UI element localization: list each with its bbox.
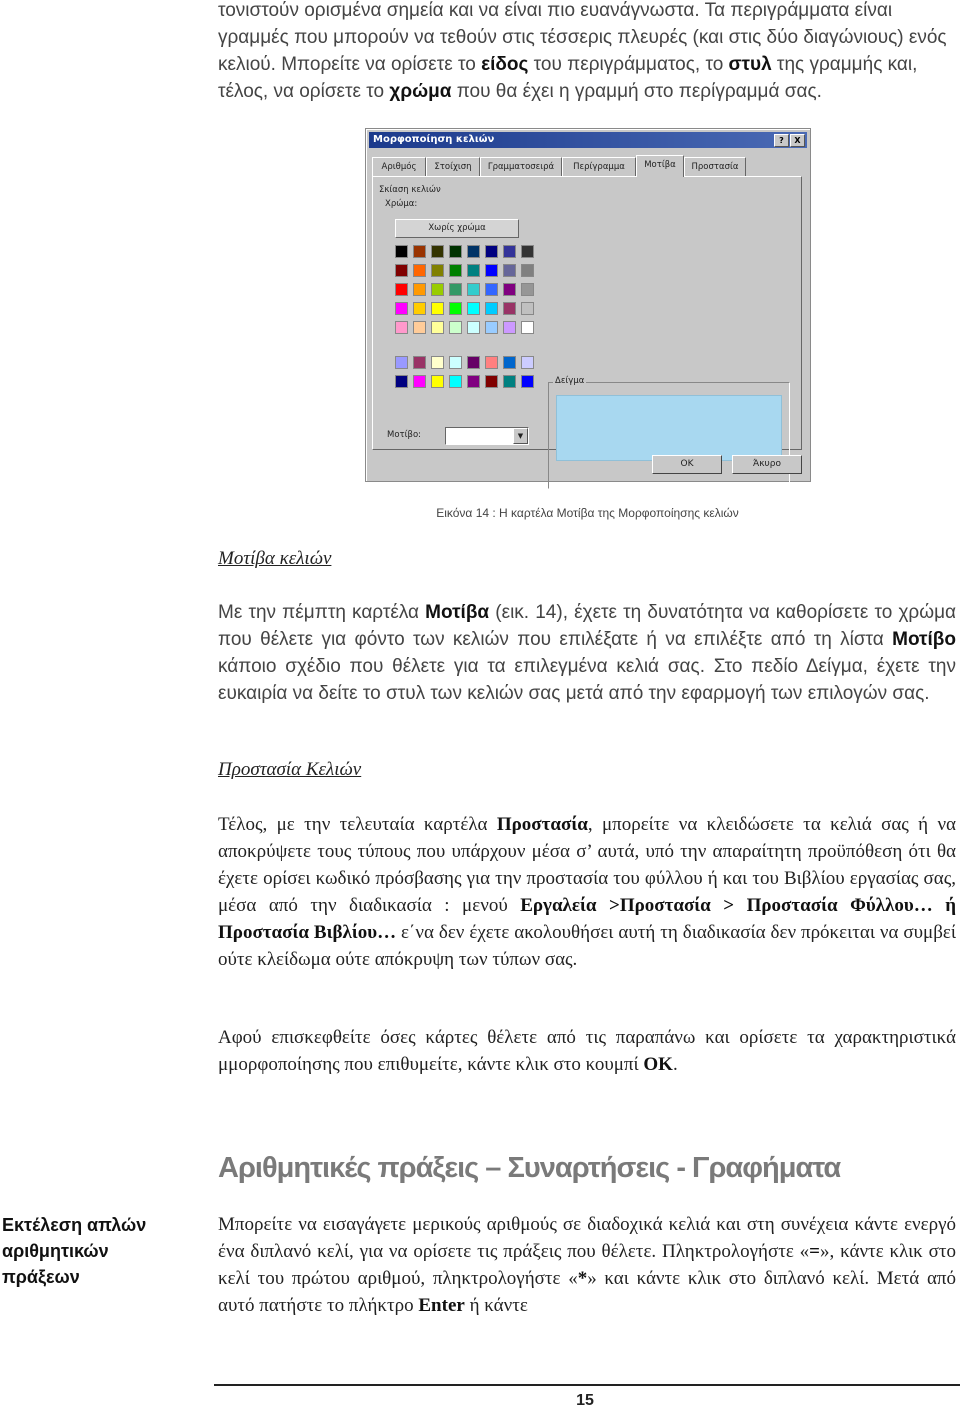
chapter-title: Αριθμητικές πράξεις – Συναρτήσεις - Γραφήματα (218, 1152, 841, 1184)
color-swatch[interactable] (503, 356, 516, 369)
no-color-button[interactable]: Χωρίς χρώμα (395, 219, 519, 238)
color-swatch[interactable] (503, 264, 516, 277)
color-swatch[interactable] (413, 245, 426, 258)
color-swatch[interactable] (431, 264, 444, 277)
color-swatch[interactable] (395, 356, 408, 369)
color-swatch[interactable] (395, 264, 408, 277)
color-swatch[interactable] (449, 302, 462, 315)
color-swatch[interactable] (467, 245, 480, 258)
color-swatch[interactable] (485, 321, 498, 334)
color-swatch[interactable] (431, 321, 444, 334)
color-swatch[interactable] (521, 264, 534, 277)
color-swatch[interactable] (449, 283, 462, 296)
color-swatch[interactable] (485, 283, 498, 296)
dialog-titlebar (369, 132, 807, 148)
patterns-paragraph (218, 599, 956, 707)
color-swatch[interactable] (413, 264, 426, 277)
tab-number[interactable]: Αριθμός (372, 157, 426, 177)
color-swatch[interactable] (485, 302, 498, 315)
color-swatch[interactable] (467, 302, 480, 315)
color-swatch[interactable] (467, 321, 480, 334)
figure-caption: Εικόνα 14 : Η καρτέλα Μοτίβα της Μορφοποίησης κελιών (436, 506, 739, 520)
intro-text: κελιού. Μπορείτε να ορίσετε το (218, 54, 482, 75)
sample-label: Δείγμα (555, 376, 585, 386)
color-swatch[interactable] (503, 283, 516, 296)
intro-line-3 (218, 51, 956, 78)
patterns-text: Με την πέμπτη καρτέλα (218, 602, 426, 623)
color-swatch[interactable] (521, 245, 534, 258)
color-swatch[interactable] (521, 302, 534, 315)
color-swatch[interactable] (503, 375, 516, 388)
close-icon[interactable]: X (790, 134, 805, 147)
tab-patterns[interactable]: Μοτίβα (636, 155, 684, 177)
color-swatch[interactable] (503, 321, 516, 334)
intro-text: της γραμμής και, (771, 54, 918, 75)
intro-text: που θα έχει η γραμμή στο περίγραμμά σας. (451, 81, 822, 102)
dialog-title: Μορφοποίηση κελιών (373, 134, 495, 145)
intro-paragraph (218, 0, 956, 105)
asterisk-bold: * (577, 1268, 588, 1289)
patterns-panel (372, 176, 802, 450)
color-swatch[interactable] (521, 356, 534, 369)
chevron-down-icon[interactable]: ▼ (513, 428, 528, 444)
color-swatch[interactable] (467, 356, 480, 369)
sample-preview (556, 395, 782, 461)
enter-bold: Enter (418, 1295, 465, 1316)
footer-rule (214, 1384, 960, 1386)
color-swatch[interactable] (485, 356, 498, 369)
patterns-heading: Μοτίβα κελιών (218, 548, 332, 569)
protection-heading: Προστασία Κελιών (218, 759, 362, 780)
arith-paragraph (218, 1211, 956, 1319)
color-swatch[interactable] (431, 356, 444, 369)
patterns-text: κάποιο σχέδιο που θέλετε για τα επιλεγμένα κελιά σας. Στο πεδίο Δείγμα, έχετε την ευκαιρία να δείτε το στυλ των κελιών σας μετά από την εφαρμογή των επιλογών σας. (218, 656, 956, 704)
intro-line-1: τονιστούν ορισμένα σημεία και να είναι πιο ευανάγνωστα. Τα περιγράμματα είναι (218, 0, 893, 21)
page-number: 15 (576, 1392, 594, 1409)
cell-shading-label: Σκίαση κελιών (379, 185, 441, 195)
intro-line-4 (218, 78, 956, 105)
color-swatch[interactable] (413, 356, 426, 369)
color-swatch[interactable] (521, 375, 534, 388)
color-swatch[interactable] (449, 264, 462, 277)
tab-font[interactable]: Γραμματοσειρά (480, 157, 562, 177)
protection-text: Αφού επισκεφθείτε όσες κάρτες θέλετε από τις παραπάνω και ορίσετε τα χαρακτηριστικά μμορφοποίησης που επιθυμείτε, κάντε κλικ στο κουμπί (218, 1027, 956, 1075)
protection-bold-menu: Εργαλεία >Προστασία > Προστασία Φύλλου… ή Προστασία Βιβλίου… (218, 895, 956, 943)
color-swatch[interactable] (413, 302, 426, 315)
arith-text: ή κάντε (464, 1295, 528, 1316)
protection-text: ε΄να δεν έχετε ακολουθήσει αυτή τη διαδικασία δεν πρόκειται να συμβεί ούτε κλείδωμα ούτε απόκρυψη των τύπων σας. (218, 922, 956, 970)
color-swatch[interactable] (395, 283, 408, 296)
color-swatch[interactable] (485, 245, 498, 258)
color-swatch[interactable] (395, 375, 408, 388)
color-swatch[interactable] (413, 375, 426, 388)
patterns-bold-tab: Μοτίβα (425, 602, 490, 623)
patterns-text: (εικ. 14), έχετε τη δυνατότητα να καθορίσετε το χρώμα που θέλετε για φόντο των κελιών που επιλέξατε ή να επιλέξτε από τη λίστα (218, 602, 956, 650)
tab-protection[interactable]: Προστασία (684, 157, 746, 177)
cancel-button[interactable]: Άκυρο (732, 455, 802, 474)
color-swatch[interactable] (449, 375, 462, 388)
arith-text: » και κάντε κλικ στο διπλανό κελί. Μετά από αυτό πατήστε το πλήκτρο (218, 1268, 956, 1316)
color-swatch[interactable] (485, 375, 498, 388)
intro-text: τέλος, να ορίσετε το (218, 81, 390, 102)
intro-text: του περιγράμματος, το (528, 54, 729, 75)
help-icon[interactable]: ? (774, 134, 789, 147)
ok-button[interactable]: OK (652, 455, 722, 474)
color-swatch[interactable] (431, 245, 444, 258)
color-label: Χρώμα: (385, 199, 418, 209)
protection-paragraph-2 (218, 1024, 956, 1078)
color-swatch[interactable] (431, 283, 444, 296)
pattern-select[interactable] (445, 427, 529, 445)
color-swatch[interactable] (521, 321, 534, 334)
color-swatch[interactable] (467, 375, 480, 388)
format-cells-dialog (365, 128, 811, 482)
protection-text: , μπορείτε να κλειδώσετε τα κελιά σας ή να αποκρύψετε τους τύπους που υπάρχουν μέσα σ’ αυτά, υπό την απαραίτητη προϋπόθεση ότι θα έχετε ορίσει κωδικό πρόσβασης για την προστασία του φύλλου ή και του Βιβλίου εργασίας σας, μέσα από την διαδικασία : μενού (218, 814, 956, 916)
color-swatch[interactable] (413, 283, 426, 296)
color-swatch[interactable] (431, 375, 444, 388)
color-swatch[interactable] (395, 302, 408, 315)
color-swatch[interactable] (449, 356, 462, 369)
color-swatch[interactable] (467, 283, 480, 296)
side-heading: Εκτέλεση απλών αριθμητικών πράξεων (2, 1215, 147, 1287)
ok-bold: OK (643, 1054, 673, 1075)
color-swatch[interactable] (521, 283, 534, 296)
color-swatch[interactable] (467, 264, 480, 277)
tab-border[interactable]: Περίγραμμα (562, 157, 636, 177)
color-swatch[interactable] (413, 321, 426, 334)
protection-paragraph (218, 811, 956, 973)
pattern-label: Μοτίβο: (387, 430, 422, 440)
protection-bold-tab: Προστασία (496, 814, 588, 835)
tab-alignment[interactable]: Στοίχιση (426, 157, 480, 177)
intro-bold-style: στυλ (728, 54, 772, 75)
color-swatch[interactable] (449, 321, 462, 334)
arith-text: Μπορείτε να εισαγάγετε μερικούς αριθμούς σε διαδοχικά κελιά και στη συνέχεια κάντε ενεργό ένα διπλανό κελί, για να ορίσετε τις πράξεις που θέλετε. Πληκτρολογήστε « (218, 1214, 956, 1262)
color-swatch[interactable] (485, 264, 498, 277)
protection-text: . (672, 1054, 678, 1075)
arith-text: », κάντε κλικ στο κελί του πρώτου αριθμού, πληκτρολογήστε « (218, 1241, 956, 1289)
dialog-tabs (372, 157, 792, 177)
intro-line-2: γραμμές που μπορούν να τεθούν στις τέσσερις πλευρές (και στις δύο διαγώνιους) ενός (218, 27, 947, 48)
color-swatch[interactable] (395, 321, 408, 334)
intro-bold-color: χρώμα (389, 81, 452, 102)
protection-text: Τέλος, με την τελευταία καρτέλα (218, 814, 497, 835)
color-swatch[interactable] (449, 245, 462, 258)
color-swatch[interactable] (503, 245, 516, 258)
color-swatch[interactable] (395, 245, 408, 258)
equals-bold: = (809, 1241, 820, 1262)
color-swatch[interactable] (431, 302, 444, 315)
intro-bold-type: είδος (481, 54, 529, 75)
color-swatch[interactable] (503, 302, 516, 315)
patterns-bold-list: Μοτίβο (892, 629, 956, 650)
